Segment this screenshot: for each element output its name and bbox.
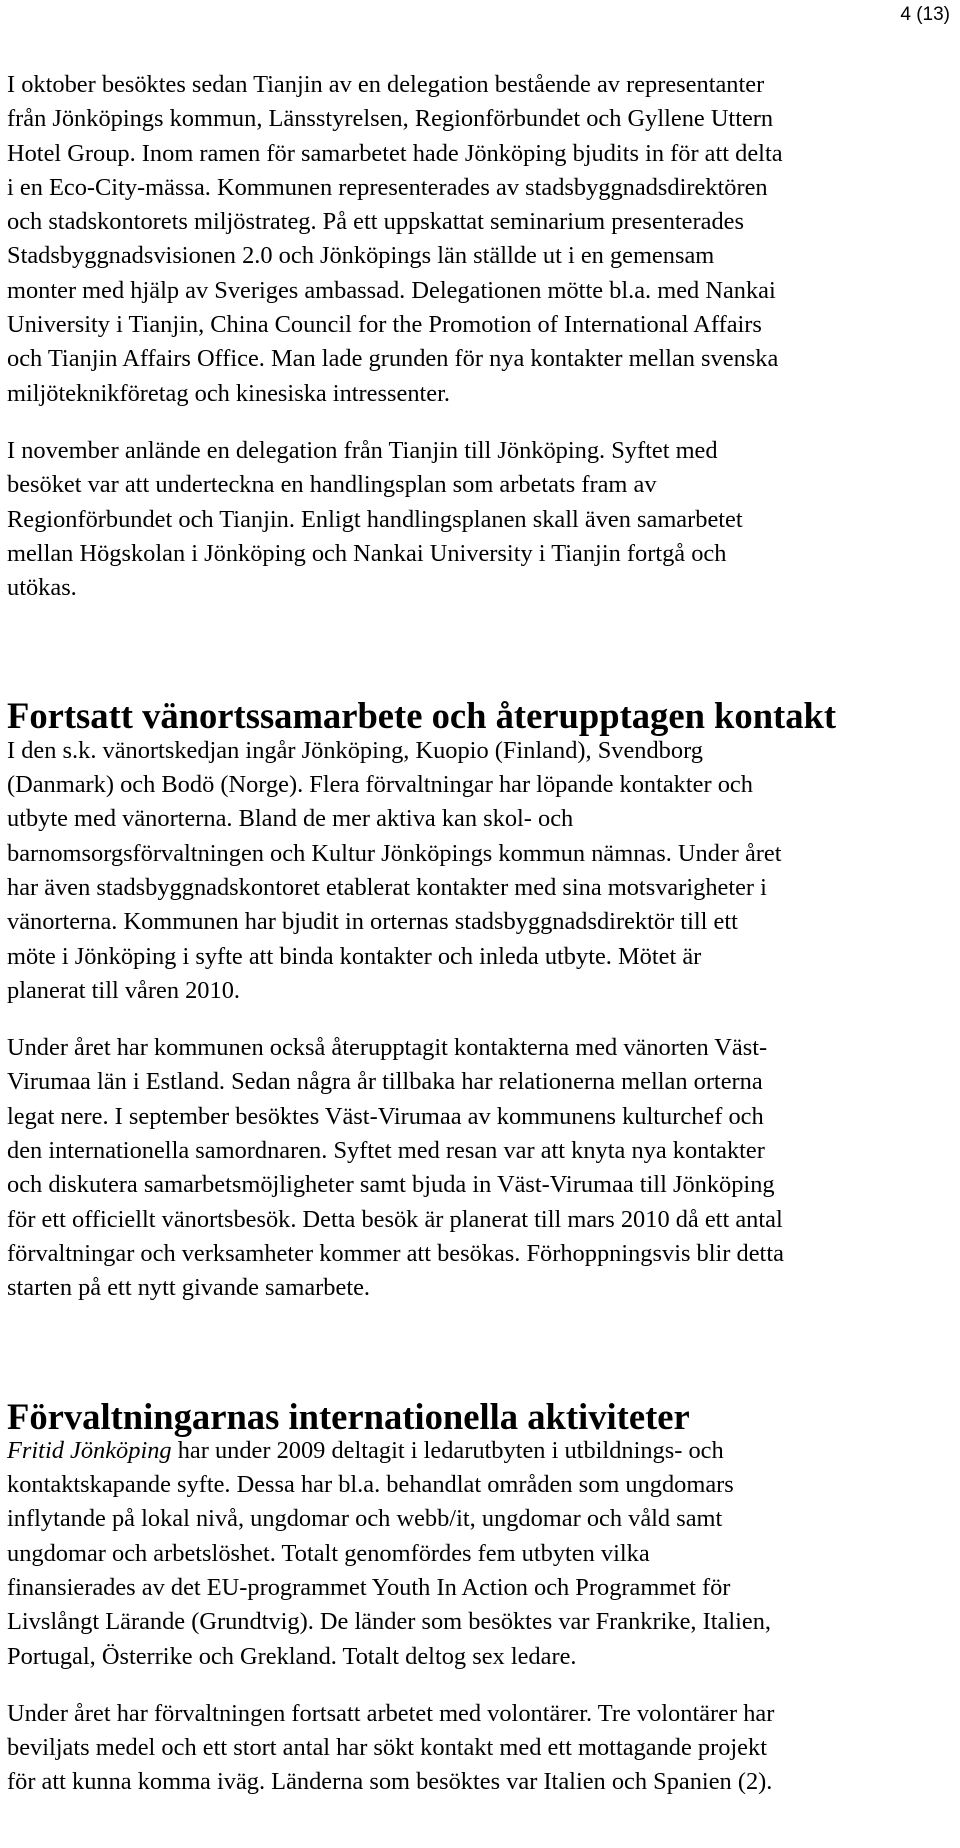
paragraph-spacer bbox=[7, 1674, 952, 1697]
document-body bbox=[7, 68, 952, 1800]
paragraph-spacer bbox=[7, 1008, 952, 1031]
paragraph-volunteers: Under året har förvaltningen fortsatt arbetet med volontärer. Tre volontärer har beviljats medel och ett stort antal har sökt kontakt med ett mottagande projekt för att kunna komma iväg. Länderna som besöktes var Italien och Spanien (2). bbox=[7, 1699, 775, 1796]
section-heading-international-activities: Förvaltningarnas internationella aktiviteter bbox=[7, 1395, 690, 1437]
paragraph-vast-virumaa: Under året har kommunen också återupptagit kontakterna med vänorten Väst- Virumaa län i Estland. Sedan några år tillbaka har relationerna mellan orterna legat nere. I september besöktes Väst-Virumaa av kommunens kulturchef och den internationella samordnaren. Syftet med resan var att knyta nya kontakter och diskutera samarbetsmöjligheter samt bjuda in Väst-Virumaa till Jönköping för ett officiellt vänortsbesök. Detta besök är planerat till mars 2010 då ett antal förvaltningar och verksamheter kommer att besökas. Förhoppningsvis blir detta starten på ett nytt givande samarbete. bbox=[7, 1034, 784, 1302]
paragraph-spacer bbox=[7, 411, 952, 434]
section-spacer bbox=[7, 605, 952, 699]
paragraph-fritid-text: har under 2009 deltagit i ledarutbyten i utbildnings- och kontaktskapande syfte. Dessa har bl.a. behandlat områden som ungdomars inflytande på lokal nivå, ungdomar och webb/it, ungdomar och våld samt ungdomar och arbetslöshet. Totalt genomfördes fem utbyten vilka finansierades av det EU-programmet Youth In Action och Programmet för Livslångt Lärande (Grundtvig). De länder som besöktes var Frankrike, Italien, Portugal, Österrike och Grekland. Totalt deltog sex ledare. bbox=[7, 1436, 772, 1670]
section-spacer bbox=[7, 1306, 952, 1400]
section-heading-twin-towns: Fortsatt vänortssamarbete och återupptagen kontakt bbox=[7, 695, 837, 737]
paragraph-tianjin-october: I oktober besöktes sedan Tianjin av en delegation bestående av representanter från Jönköpings kommun, Länsstyrelsen, Regionförbundet och Gyllene Uttern Hotel Group. Inom ramen för samarbetet hade Jönköping bjudits in för att delta i en Eco-City-mässa. Kommunen representerades av stadsbyggnadsdirektören och stadskontorets miljöstrateg. På ett uppskattat seminarium presenterades Stadsbyggnadsvisionen 2.0 och Jönköpings län ställde ut i en gemensam monter med hjälp av Sveriges ambassad. Delegationen mötte bl.a. med Nankai University i Tianjin, China Council for the Promotion of International Affairs och Tianjin Affairs Office. Man lade grunden för nya kontakter mellan svenska miljöteknikföretag och kinesiska intressenter. bbox=[7, 71, 783, 407]
page-number: 4 (13) bbox=[900, 4, 950, 25]
paragraph-tianjin-november: I november anlände en delegation från Tianjin till Jönköping. Syftet med besöket var att underteckna en handlingsplan som arbetats fram av Regionförbundet och Tianjin. Enligt handlingsplanen skall även samarbetet mellan Högskolan i Jönköping och Nankai University i Tianjin fortgå och utökas. bbox=[7, 436, 743, 602]
organization-name: Fritid Jönköping bbox=[7, 1436, 172, 1464]
paragraph-fritid-jonkoping bbox=[7, 1434, 952, 1674]
paragraph-twin-town-chain: I den s.k. vänortskedjan ingår Jönköping, Kuopio (Finland), Svendborg (Danmark) och Bodö (Norge). Flera förvaltningar har löpande kontakter och utbyte med vänorterna. Bland de mer aktiva kan skol- och barnomsorgsförvaltningen och Kultur Jönköpings kommun nämnas. Under året har även stadsbyggnadskontoret etablerat kontakter med sina motsvarigheter i vänorterna. Kommunen har bjudit in orternas stadsbyggnadsdirektör till ett möte i Jönköping i syfte att binda kontakter och inleda utbyte. Mötet är planerat till våren 2010. bbox=[7, 736, 782, 1004]
